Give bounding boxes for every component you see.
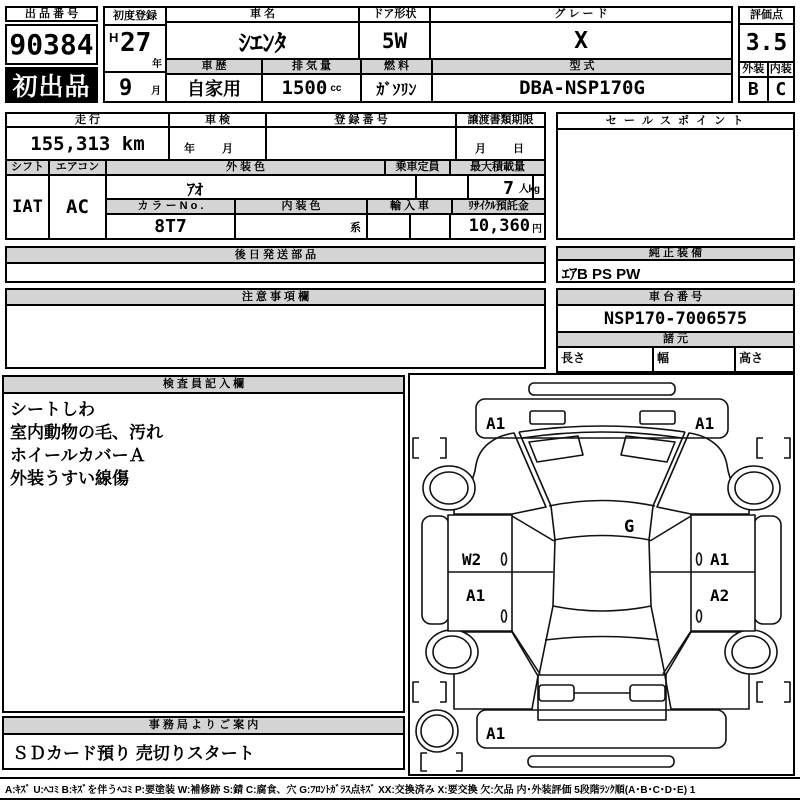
sales-point-label: セ ー ル ス ポ イ ン ト: [558, 114, 793, 130]
history-value: 自家用: [167, 75, 263, 101]
car-damage-diagram: [410, 375, 793, 774]
displacement-value: [263, 75, 362, 101]
c-pillar-left: [512, 631, 540, 674]
damage-label-door-front-right: A1: [710, 550, 730, 569]
oem-equipment-value: ｴｱB PS PW: [562, 266, 641, 283]
hood-front-edge-inner: [522, 432, 682, 438]
interior-color-label: 内 装 色: [236, 200, 368, 213]
rear-window-bottom: [545, 637, 659, 641]
score-value: 3.5: [740, 25, 793, 63]
roof-side-right: [649, 540, 651, 606]
lot-number: 90384: [5, 24, 98, 65]
exterior-grade-label: 外装: [740, 63, 769, 76]
taillight-left: [539, 685, 574, 701]
fuel-label: 燃 料: [362, 60, 433, 73]
inspection-value: [170, 128, 267, 159]
damage-label-door-front-left: W2: [462, 550, 482, 569]
color-no-value: 8T7: [107, 215, 236, 238]
grille-left: [530, 411, 565, 424]
import-subcell: [368, 215, 411, 238]
windshield-bottom: [554, 536, 650, 541]
office-notice-value: ＳＤカード預り 売切りスタート: [12, 744, 255, 763]
car-name-value: ｼｴﾝﾀ: [167, 23, 360, 58]
import-label: 輸 入 車: [368, 200, 453, 213]
inspector-notes-body: [4, 394, 403, 711]
a-pillar-left: [512, 516, 554, 541]
office-notice-box: [2, 716, 405, 770]
shift-value: IAT: [7, 176, 50, 238]
recycle-deposit-label: ﾘｻｲｸﾙ預託金: [468, 200, 529, 212]
condition-table: [5, 112, 546, 240]
interior-color-suffix: 系: [350, 222, 361, 234]
first-registration-label: 初度登録: [105, 8, 165, 26]
aircon-label: エアコン: [50, 161, 107, 174]
exterior-color-label: 外 装 色: [107, 161, 386, 174]
sales-point-box: [556, 112, 795, 240]
later-parts-body: [7, 264, 544, 281]
recycle-deposit-value: [451, 215, 544, 238]
inspection-label: 車 検: [170, 114, 267, 126]
cautions-label: 注 意 事 項 欄: [7, 290, 544, 306]
era-mark: H: [109, 30, 119, 45]
sill-left: [422, 516, 449, 624]
oem-equipment-label: 純 正 装 備: [558, 248, 793, 261]
displacement-number: 1500: [281, 77, 328, 99]
history-label: 車 歴: [167, 60, 263, 73]
sill-right: [754, 516, 781, 624]
specs-label: 諸 元: [558, 333, 793, 348]
capacity-value: [469, 176, 534, 198]
max-load-value: [528, 176, 544, 198]
damage-label-front-bumper-right: A1: [695, 414, 715, 433]
import-value: [368, 215, 451, 238]
hood-side-right: [653, 432, 685, 506]
interior-color-value: [236, 215, 368, 238]
first-registration-year: [105, 26, 165, 73]
max-load-label: 最大積載量: [470, 161, 525, 173]
grade-value: X: [574, 27, 588, 54]
capacity-unit: 人: [519, 184, 529, 195]
reg-year-unit: 年: [152, 59, 162, 70]
reg-month-unit: 月: [151, 86, 161, 97]
tailgate: [538, 675, 666, 720]
roof-side-left: [553, 540, 555, 606]
transfer-docs-label: 譲渡書類期限: [467, 113, 534, 126]
color-no-label: カ ラ ー N o .: [107, 200, 236, 213]
aircon-value: AC: [50, 176, 107, 238]
chassis-specs-box: [556, 288, 795, 373]
cautions-box: [5, 288, 546, 369]
mirror-bracket: [757, 438, 763, 458]
spare-tire: [416, 710, 458, 752]
sales-point-body: [558, 130, 793, 238]
vehicle-info-table: [103, 6, 733, 103]
taillight-right: [630, 685, 665, 701]
later-parts-label: 後 日 発 送 部 品: [7, 248, 544, 264]
door-shape-value: 5W: [360, 23, 431, 58]
oem-equipment-box: [556, 246, 795, 283]
windshield-side-right: [649, 506, 653, 540]
c-pillar-right: [663, 631, 691, 674]
displacement-unit: cc: [330, 82, 342, 94]
inspector-note-line: シートしわ: [10, 400, 95, 419]
mirror-bracket: [784, 438, 790, 458]
mileage-value: 155,313 km: [7, 128, 170, 159]
mirror-bracket: [784, 682, 790, 702]
a-pillar-right: [650, 516, 691, 541]
model-code-value: DBA-NSP170G: [519, 77, 645, 99]
mirror-bracket: [421, 753, 427, 771]
windshield-side-left: [551, 506, 555, 540]
grille-right: [640, 411, 675, 424]
recycle-deposit-unit: 円: [532, 224, 542, 235]
inspection-placeholder: 年 月: [184, 143, 241, 155]
capacity-label: 乗車定員: [386, 161, 451, 174]
lot-block: [5, 6, 98, 103]
inspector-notes-label: 検 査 員 記 入 欄: [4, 377, 403, 394]
reg-year-value: 27: [120, 28, 152, 58]
mirror-bracket: [757, 682, 763, 702]
inspector-note-line: 室内動物の毛、汚れ: [10, 423, 163, 442]
inspector-note-line: 外装うすい線傷: [10, 469, 129, 488]
quarter-edge-left: [539, 606, 553, 675]
capacity-number: 7: [503, 178, 514, 199]
headlight-right: [621, 436, 675, 462]
office-notice-label: 事 務 局 よ り ご 案 内: [4, 718, 403, 735]
damage-label-front-bumper-left: A1: [486, 414, 506, 433]
first-listing-badge: 初出品: [5, 67, 98, 103]
cautions-body: [7, 306, 544, 367]
chassis-number-value: NSP170-7006575: [558, 306, 793, 333]
exterior-grade-value: B: [740, 78, 769, 101]
later-parts-box: [5, 246, 546, 283]
exterior-color-subcell: [417, 176, 469, 198]
door-shape-label: ドア形状: [360, 8, 431, 21]
transfer-docs-value: [457, 128, 544, 159]
mirror-bracket: [440, 682, 446, 702]
mirror-bracket: [413, 438, 419, 458]
spec-height-label: 高さ: [739, 351, 764, 365]
rear-lip: [528, 756, 674, 767]
exterior-color-value: ｱｵ: [107, 176, 417, 198]
damage-diagram-panel: [408, 373, 795, 776]
rear-bumper: [477, 710, 726, 748]
registration-number-label: 登 録 番 号: [267, 114, 457, 126]
damage-label-rear-bumper: A1: [486, 724, 506, 743]
windshield-top: [549, 501, 655, 507]
inspector-note-line: ホイールカバーＡ: [10, 446, 146, 465]
front-lip: [529, 383, 675, 395]
headlight-left: [529, 436, 583, 462]
mileage-label: 走 行: [7, 114, 170, 126]
interior-grade-value: C: [775, 79, 787, 100]
mirror-bracket: [456, 753, 462, 771]
displacement-label: 排 気 量: [263, 60, 362, 73]
mirror-bracket: [413, 682, 419, 702]
first-registration-month: [105, 73, 165, 101]
hood-side-left: [519, 432, 551, 506]
score-block: [738, 6, 795, 103]
transfer-docs-placeholder: 月 日: [475, 143, 532, 155]
recycle-deposit-number: 10,360: [468, 216, 530, 236]
mirror-bracket: [440, 438, 446, 458]
quarter-edge-right: [651, 606, 665, 675]
spec-length-label: 長さ: [558, 348, 654, 371]
legend-text: A:ｷｽﾞ U:ﾍｺﾐ B:ｷｽﾞを伴うﾍｺﾐ P:要塗装 W:補修跡 S:錆 C:腐食、穴 G:ﾌﾛﾝﾄｶﾞﾗｽ点ｷｽﾞ XX:交換済み X:要交換 欠:欠品 内･外装評価 5段階ﾗﾝｸ順(A･B･C･D･E) 1: [5, 785, 696, 796]
damage-label-windshield: G: [624, 517, 635, 537]
reg-month-value: 9: [119, 76, 133, 101]
grade-label: グ レ ー ド: [554, 8, 608, 21]
score-label: 評価点: [740, 8, 793, 25]
interior-grade-label: 内装: [769, 63, 792, 75]
spec-width-label: 幅: [654, 348, 736, 371]
registration-number-value: [267, 128, 457, 159]
hood-front-edge: [519, 426, 685, 432]
max-load-unit: kg: [528, 184, 540, 195]
model-code-label: 型 式: [569, 60, 595, 73]
shift-label: シフト: [7, 161, 50, 174]
car-name-label: 車 名: [167, 8, 360, 21]
inspector-notes-box: [2, 375, 405, 713]
legend-bar: [0, 777, 800, 800]
lot-number-label: 出 品 番 号: [5, 6, 98, 22]
damage-label-door-rear-right: A2: [710, 586, 730, 605]
rear-window-top: [553, 606, 651, 611]
damage-label-door-rear-left: A1: [466, 586, 486, 605]
first-registration-column: [105, 8, 167, 101]
chassis-number-label: 車 台 番 号: [558, 290, 793, 306]
fuel-value: ｶﾞｿﾘﾝ: [362, 75, 433, 101]
